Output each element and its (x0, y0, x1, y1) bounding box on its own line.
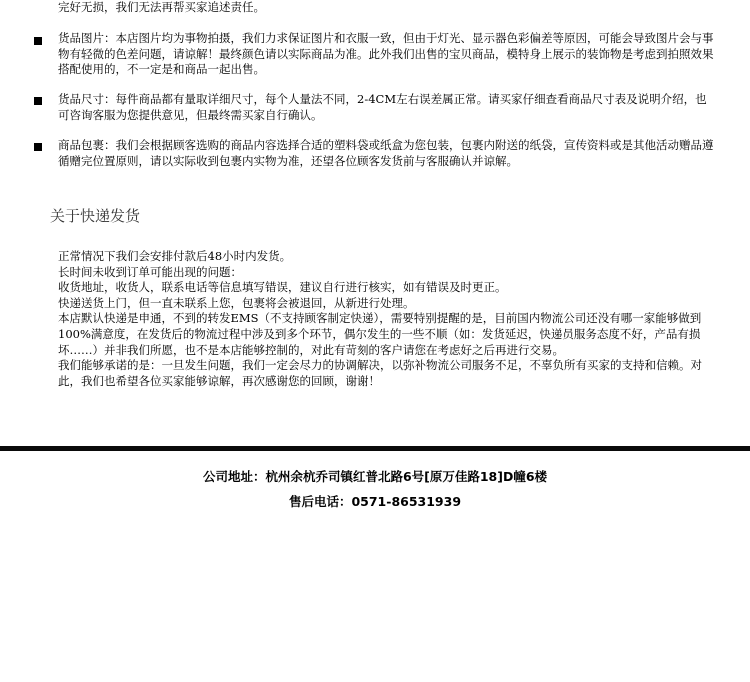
after-sales-phone: 售后电话：0571-86531939 (288, 494, 462, 509)
footer-divider (0, 446, 750, 451)
top-fragment-text: 完好无损，我们无法再帮买家追述责任。 (58, 0, 265, 14)
bullet-square-icon (34, 37, 42, 45)
shipping-section-title: 关于快递发货 (50, 207, 141, 225)
shipping-line: 我们能够承诺的是：一旦发生问题，我们一定会尽力的协调解决，以弥补物流公司服务不足，不辜负所有买家的支持和信赖。对此，我们也希望各位买家能够谅解，再次感谢您的回顾，谢谢！ (58, 358, 702, 388)
notice-label: 货品图片： (58, 31, 116, 45)
bullet-square-icon (34, 143, 42, 151)
notice-package (58, 138, 718, 169)
notice-text: 每件商品都有量取详细尺寸，每个人量法不同，2-4CM左右误差属正常。请买家仔细查看商品尺寸表及说明介绍，也可咨询客服为您提供意见，但最终需买家自行确认。 (58, 92, 707, 122)
notice-size (58, 92, 718, 123)
shipping-line: 正常情况下我们会安排付款后48小时内发货。 (58, 249, 292, 263)
notice-image (58, 31, 718, 78)
shipping-info-block (58, 249, 718, 389)
notice-label: 商品包裹： (58, 138, 116, 152)
shipping-line: 本店默认快递是申通，不到的转发EMS（不支持顾客制定快递），需要特别提醒的是，目前国内物流公司还没有哪一家能够做到100%满意度，在发货后的物流过程中涉及到多个环节，偶尔发生的一些不顺（如：发货延迟，快递员服务态度不好，产品有损坏……）并非我们所愿，也不是本店能够控制的，对此有苛刻的客户请您在考虑好之后再进行交易。 (58, 311, 702, 357)
shipping-line: 快递送货上门，但一直未联系上您，包裹将会被退回，从新进行处理。 (58, 295, 415, 310)
notice-text: 本店图片均为事物拍摄，我们力求保证图片和衣服一致，但由于灯光、显示器色彩偏差等原因，可能会导致图片会与事物有轻微的色差问题，请谅解！最终颜色请以实际商品为准。此外我们出售的宝贝商品，模特身上展示的装饰物是考虑到拍照效果搭配使用的，不一定是和商品一起出售。 (58, 31, 714, 76)
shipping-line: 收货地址，收货人，联系电话等信息填写错误，建议自行进行核实，如有错误及时更正。 (58, 280, 507, 295)
notice-label: 货品尺寸： (58, 92, 116, 106)
bullet-square-icon (34, 97, 42, 105)
notice-text: 我们会根据顾客选购的商品内容选择合适的塑料袋或纸盒为您包装，包裹内附送的纸袋，宣传资料或是其他活动赠品遵循赠完位置原则，请以实际收到包裹内实物为准，还望各位顾客发货前与客服确认并谅解。 (58, 138, 714, 168)
shipping-line: 长时间未收到订单可能出现的问题： (58, 264, 242, 279)
company-address: 公司地址：杭州余杭乔司镇红普北路6号[原万佳路18]D幢6楼 (202, 469, 548, 484)
